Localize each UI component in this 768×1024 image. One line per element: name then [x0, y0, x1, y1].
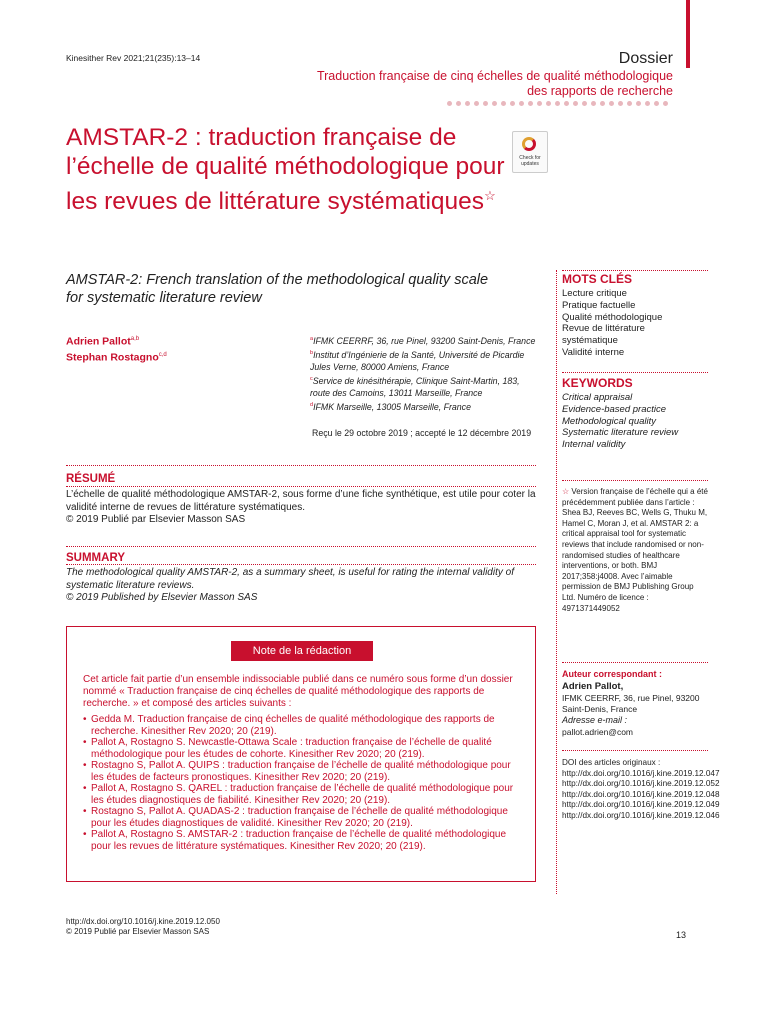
list-item: Lecture critique	[562, 288, 627, 299]
summary-body	[66, 567, 536, 605]
summary-paragraph: The methodological quality AMSTAR-2, as a summary sheet, is useful for rating the internal validity of systematic literature reviews.	[66, 567, 514, 591]
email-label: Adresse e-mail :	[562, 715, 628, 725]
footer-doi-link[interactable]: http://dx.doi.org/10.1016/j.kine.2019.12.050	[66, 917, 220, 926]
list-item: • Rostagno S, Pallot A. QUIPS : traduction française de l’échelle de qualité méthodologique pour les études de facteurs pronostiques. Kinesither Rev 2020; 20 (219).	[83, 760, 521, 783]
summary-heading: SUMMARY	[66, 552, 125, 564]
doi-link[interactable]: http://dx.doi.org/10.1016/j.kine.2019.12.049	[562, 800, 720, 810]
heading-underline	[66, 564, 536, 565]
resume-body	[66, 489, 536, 527]
list-item: Qualité méthodologique	[562, 311, 663, 323]
list-item: • Pallot A, Rostagno S. Newcastle-Ottawa Scale : traduction française de l’échelle de qualité méthodologique pour les études de cohorte. Kinesither Rev 2020; 20 (219).	[83, 737, 521, 760]
editorial-note-box	[66, 626, 536, 882]
heading-underline	[66, 486, 536, 487]
list-item: Internal validity	[562, 439, 626, 451]
decorative-dot	[528, 101, 533, 106]
affiliation-marker: c	[310, 375, 313, 382]
decorative-dot	[465, 101, 470, 106]
dossier-label: Dossier	[618, 50, 673, 67]
article-title	[66, 123, 506, 216]
author	[66, 333, 167, 349]
sidebar-rule	[556, 270, 557, 894]
sidebar-divider	[562, 480, 708, 481]
affiliation	[310, 347, 540, 373]
decorative-dot	[627, 101, 632, 106]
author-name: Adrien Pallot	[66, 335, 131, 348]
section-divider	[66, 465, 536, 466]
affiliation-text: Service de kinésithérapie, Clinique Saint-Martin, 183, route des Camoins, 13011 Marseille, France	[310, 375, 520, 398]
dossier-subtitle: Traduction française de cinq échelles de qualité méthodologique des rapports de recherche	[316, 69, 673, 98]
affiliation-text: IFMK Marseille, 13005 Marseille, France	[313, 401, 471, 412]
affiliation	[310, 333, 540, 347]
page-number: 13	[676, 930, 687, 940]
title-footnote	[562, 487, 708, 614]
author-affiliation-marker: a,b	[130, 336, 140, 342]
editorial-note-list	[83, 714, 521, 852]
list-item: • Pallot A, Rostagno S. AMSTAR-2 : traduction française de l’échelle de qualité méthodologique pour les revues de littérature systématiques. Kinesither Rev 2020; 20 (219).	[83, 829, 521, 852]
list-item: Systematic literature review	[562, 427, 679, 439]
decorative-dot	[537, 101, 542, 106]
footnote-star: ☆	[562, 487, 570, 496]
decorative-dot	[492, 101, 497, 106]
mots-cles-heading: MOTS CLÉS	[562, 272, 633, 286]
keywords-heading: KEYWORDS	[562, 376, 633, 390]
decorative-dot	[510, 101, 515, 106]
email-link[interactable]: pallot.adrien@com	[562, 727, 633, 737]
affiliation-marker: a	[310, 336, 314, 342]
decorative-dot	[663, 101, 668, 106]
footer-copyright: © 2019 Publié par Elsevier Masson SAS	[66, 927, 210, 936]
title-footnote-star: ☆	[484, 188, 496, 203]
decorative-dot	[582, 101, 587, 106]
article-title-text: AMSTAR-2 : traduction française de l’échelle de qualité méthodologique pour les revues de littérature systématiques	[66, 124, 505, 216]
affiliations	[310, 333, 540, 413]
decorative-dot	[456, 101, 461, 106]
decorative-dot	[546, 101, 551, 106]
decorative-dot	[483, 101, 488, 106]
doi-link[interactable]: http://dx.doi.org/10.1016/j.kine.2019.12.047	[562, 768, 720, 778]
corresponding-author-name: Adrien Pallot,	[562, 681, 624, 692]
doi-link[interactable]: http://dx.doi.org/10.1016/j.kine.2019.12.048	[562, 789, 720, 799]
footnote-text: Version française de l’échelle qui a été précédemment publiée dans l’article : Shea BJ, Reeves BC, Wells G, Thuku M, Hamel C, Moran J, et al. AMSTAR 2: a critical appraisal tool for systematic reviews that include randomised or non-randomised studies of healthcare interventions, or both. BMJ 2017;358:j4008. Avec l’aimable permission de BMJ Publishing Group Ltd. Numéro de licence : 4971371449052	[562, 487, 708, 613]
decorative-dot	[618, 101, 623, 106]
crossmark-label: Check for updates	[519, 155, 541, 167]
sidebar-divider	[562, 750, 708, 751]
mots-cles-list	[562, 288, 712, 359]
decorative-dot	[555, 101, 560, 106]
original-doi-list	[562, 758, 720, 822]
doi-link[interactable]: http://dx.doi.org/10.1016/j.kine.2019.12.052	[562, 779, 720, 789]
check-for-updates-badge[interactable]	[512, 131, 548, 173]
list-item: Evidence-based practice	[562, 403, 667, 415]
list-item: • Gedda M. Traduction française de cinq échelles de qualité méthodologique des rapports de recherche. Kinesither Rev 2020; 20 (219).	[83, 714, 521, 737]
author-list	[66, 333, 167, 364]
decorative-dot	[609, 101, 614, 106]
list-item: Validité interne	[562, 346, 625, 358]
affiliation-text: Institut d’Ingénierie de la Santé, Université de Picardie Jules Verne, 80000 Amiens, France	[310, 349, 525, 372]
section-divider	[66, 546, 536, 547]
decorative-dot	[474, 101, 479, 106]
author	[66, 349, 167, 365]
sidebar-divider	[562, 662, 708, 663]
doi-link[interactable]: http://dx.doi.org/10.1016/j.kine.2019.12.046	[562, 810, 720, 820]
keywords-list	[562, 392, 712, 451]
decorative-dots	[447, 101, 668, 106]
decorative-dot	[600, 101, 605, 106]
crossmark-icon	[522, 137, 536, 151]
footer	[66, 917, 220, 937]
resume-copyright: © 2019 Publié par Elsevier Masson SAS	[66, 514, 246, 525]
affiliation-text: IFMK CEERRF, 36, rue Pinel, 93200 Saint-Denis, France	[313, 335, 536, 346]
sidebar-divider	[562, 270, 708, 271]
decorative-dot	[519, 101, 524, 106]
decorative-dot	[564, 101, 569, 106]
affiliation-marker: b	[310, 349, 314, 356]
editorial-note-intro: Cet article fait partie d’un ensemble indissociable publié dans ce numéro sous forme d’un dossier nommé « Traduction française de cinq échelles de qualité méthodologique des rapports de recherche. » et composé des articles suivants :	[83, 674, 513, 709]
decorative-dot	[573, 101, 578, 106]
top-accent-bar	[686, 0, 690, 68]
decorative-dot	[636, 101, 641, 106]
affiliation	[310, 373, 540, 399]
resume-paragraph: L’échelle de qualité méthodologique AMSTAR-2, sous forme d’une fiche synthétique, est utile pour coter la validité interne de revues de littérature systématiques.	[66, 489, 536, 513]
received-dates: Reçu le 29 octobre 2019 ; accepté le 12 décembre 2019	[312, 428, 532, 438]
decorative-dot	[591, 101, 596, 106]
resume-heading: RÉSUMÉ	[66, 473, 116, 485]
author-affiliation-marker: c,d	[158, 351, 167, 358]
list-item: • Pallot A, Rostagno S. QAREL : traduction française de l’échelle de qualité méthodologique pour les études diagnostiques de fiabilité. Kinesither Rev 2020; 20 (219).	[83, 783, 521, 806]
summary-copyright: © 2019 Published by Elsevier Masson SAS	[66, 592, 258, 603]
corresponding-author-heading: Auteur correspondant :	[562, 669, 663, 679]
sidebar-divider	[562, 372, 708, 373]
corresponding-author-address: IFMK CEERRF, 36, rue Pinel, 93200 Saint-Denis, France	[562, 693, 700, 714]
list-item: Critical appraisal	[562, 392, 633, 403]
list-item: Revue de littérature systématique	[562, 323, 645, 347]
doi-label: DOI des articles originaux :	[562, 758, 661, 767]
affiliation-marker: d	[310, 401, 314, 408]
journal-reference: Kinesither Rev 2021;21(235):13–14	[66, 53, 201, 63]
decorative-dot	[501, 101, 506, 106]
decorative-dot	[447, 101, 452, 106]
affiliation	[310, 399, 540, 413]
decorative-dot	[654, 101, 659, 106]
author-name: Stephan Rostagno	[66, 351, 159, 363]
decorative-dot	[645, 101, 650, 106]
list-item: Methodological quality	[562, 415, 657, 427]
english-title: AMSTAR-2: French translation of the methodological quality scale for systematic literature review	[66, 272, 489, 306]
list-item: • Rostagno S, Pallot A. QUADAS-2 : traduction française de l’échelle de qualité méthodologique pour les études diagnostiques de validité. Kinesither Rev 2020; 20 (219).	[83, 806, 521, 829]
editorial-note-title: Note de la rédaction	[231, 641, 373, 661]
list-item: Pratique factuelle	[562, 299, 636, 311]
